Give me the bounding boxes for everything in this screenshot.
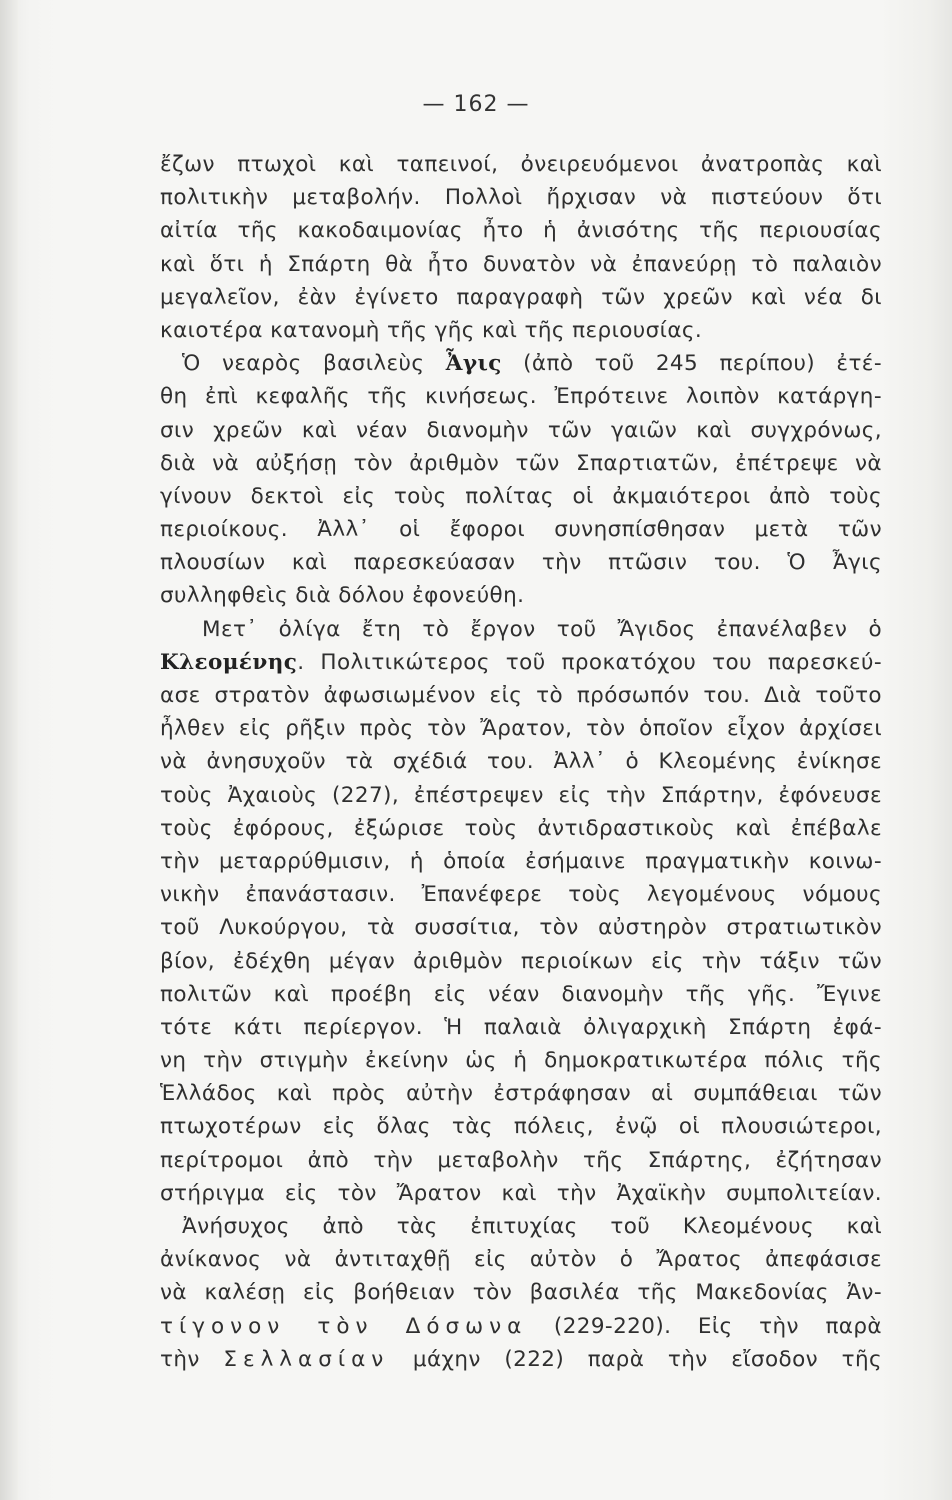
text-line: ἦλθεν εἰς ρῆξιν πρὸς τὸν Ἄρατον, τὸν ὁποῖον εἶχον ἀρχίσει xyxy=(160,716,882,742)
text-fragment: τὴν xyxy=(160,1346,224,1372)
text-line: θη ἐπὶ κεφαλῆς τῆς κινήσεως. Ἐπρότεινε λοιπὸν κατάργη- xyxy=(160,384,882,410)
text-fragment: (ἀπὸ τοῦ 245 περίπου) ἐτέ- xyxy=(501,351,882,377)
text-line: γίνουν δεκτοὶ εἰς τοὺς πολίτας οἱ ἀκμαιότεροι ἀπὸ τοὺς xyxy=(160,483,882,509)
text-line: νὰ καλέσῃ εἰς βοήθειαν τὸν βασιλέα τῆς Μακεδονίας Ἀν- xyxy=(160,1280,882,1306)
text-line: Μετ᾿ ὀλίγα ἔτη τὸ ἔργον τοῦ Ἄγιδος ἐπανέλαβεν ὁ xyxy=(202,616,882,642)
text-line: αἰτία τῆς κακοδαιμονίας ἦτο ἡ ἀνισότης τῆς περιουσίας xyxy=(160,218,882,244)
text-line: Ἀνήσυχος ἀπὸ τὰς ἐπιτυχίας τοῦ Κλεομένους καὶ xyxy=(182,1214,882,1239)
text-line: βίον, ἐδέχθη μέγαν ἀριθμὸν περιοίκων εἰς τὴν τάξιν τῶν xyxy=(160,948,882,974)
text-line: πολιτικὴν μεταβολήν. Πολλοὶ ἤρχισαν νὰ πιστεύουν ὅτι xyxy=(160,185,882,211)
text-line: περίτρομοι ἀπὸ τὴν μεταβολὴν τῆς Σπάρτης, ἐζήτησαν xyxy=(160,1147,882,1173)
text-line: νὰ ἀνησυχοῦν τὰ σχέδιά του. Ἀλλ᾿ ὁ Κλεομένης ἐνίκησε xyxy=(160,749,882,775)
page-number: — 162 — xyxy=(422,92,530,117)
page-gutter xyxy=(0,0,18,1500)
text-line: τοὺς Ἀχαιοὺς (227), ἐπέστρεψεν εἰς τὴν Σπάρτην, ἐφόνευσε xyxy=(160,782,882,808)
text-line: πολιτῶν καὶ προέβη εἰς νέαν διανομὴν τῆς γῆς. Ἔγινε xyxy=(160,981,882,1007)
text-line xyxy=(160,646,882,679)
text-fragment: Ὁ νεαρὸς βασιλεὺς xyxy=(182,351,446,377)
text-line: τότε κάτι περίεργον. Ἡ παλαιὰ ὀλιγαρχικὴ Σπάρτη ἐφά- xyxy=(160,1014,882,1040)
text-line: τοῦ Λυκούργου, τὰ συσσίτια, τὸν αὐστηρὸν στρατιωτικὸν xyxy=(160,915,882,941)
name-antigonos: τίγονον τὸν Δόσωνα xyxy=(160,1313,528,1339)
text-line: νη τὴν στιγμὴν ἐκείνην ὡς ἡ δημοκρατικωτέρα πόλις τῆς xyxy=(160,1048,882,1074)
text-line: πτωχοτέρων εἰς ὅλας τὰς πόλεις, ἐνῷ οἱ πλουσιώτεροι, xyxy=(160,1114,882,1140)
text-line: πλουσίων καὶ παρεσκεύασαν τὴν πτῶσιν του. Ὁ Ἆγις xyxy=(160,550,882,576)
text-line: στήριγμα εἰς τὸν Ἄρατον καὶ τὴν Ἀχαϊκὴν συμπολιτείαν. xyxy=(160,1180,882,1206)
text-line: διὰ νὰ αὐξήσῃ τὸν ἀριθμὸν τῶν Σπαρτιατῶν, ἐπέτρεψε νὰ xyxy=(160,450,882,476)
text-line: ἀνίκανος νὰ ἀντιταχθῇ εἰς αὐτὸν ὁ Ἄρατος ἀπεφάσισε xyxy=(160,1247,882,1273)
name-agis: Ἆγις xyxy=(445,351,502,377)
text-line: καὶ ὅτι ἡ Σπάρτη θὰ ἦτο δυνατὸν νὰ ἐπανεύρῃ τὸ παλαιὸν xyxy=(160,251,882,277)
text-line: ασε στρατὸν ἀφωσιωμένον εἰς τὸ πρόσωπόν του. Διὰ τοῦτο xyxy=(160,683,882,708)
text-line: Ἑλλάδος καὶ πρὸς αὐτὴν ἐστράφησαν αἱ συμπάθειαι τῶν xyxy=(160,1081,882,1107)
text-line xyxy=(160,1343,882,1376)
text-line: καιοτέρα κατανομὴ τῆς γῆς καὶ τῆς περιουσίας. xyxy=(160,317,703,343)
text-line xyxy=(160,1310,882,1343)
text-line: τοὺς ἐφόρους, ἐξώρισε τοὺς ἀντιδραστικοὺς καὶ ἐπέβαλε xyxy=(160,815,882,841)
name-sellasia: Σελλασίαν xyxy=(223,1346,390,1372)
text-line: ἔζων πτωχοὶ καὶ ταπεινοί, ὀνειρευόμενοι ἀνατροπὰς καὶ xyxy=(160,152,882,177)
text-line: περιοίκους. Ἀλλ᾿ οἱ ἔφοροι συνησπίσθησαν μετὰ τῶν xyxy=(160,517,882,543)
text-fragment: (229-220). Εἰς τὴν παρὰ xyxy=(527,1313,882,1339)
text-line: συλληφθεὶς διὰ δόλου ἐφονεύθη. xyxy=(160,583,525,609)
text-line xyxy=(160,347,882,380)
text-line: νικὴν ἐπανάστασιν. Ἐπανέφερε τοὺς λεγομένους νόμους xyxy=(160,882,882,908)
text-line: σιν χρεῶν καὶ νέαν διανομὴν τῶν γαιῶν καὶ συγχρόνως, xyxy=(160,417,882,443)
name-kleomenis: Κλεομένης xyxy=(160,649,298,675)
text-line: μεγαλεῖον, ἐὰν ἐγίνετο παραγραφὴ τῶν χρεῶν καὶ νέα δι xyxy=(160,284,882,310)
text-fragment: . Πολιτικώτερος τοῦ προκατόχου του παρεσκεύ- xyxy=(297,649,882,675)
text-fragment: μάχην (222) παρὰ τὴν εἴσοδον τῆς xyxy=(389,1346,882,1372)
text-line: τὴν μεταρρύθμισιν, ἡ ὁποία ἐσήμαινε πραγματικὴν κοινω- xyxy=(160,848,882,874)
body-text xyxy=(160,148,882,1376)
